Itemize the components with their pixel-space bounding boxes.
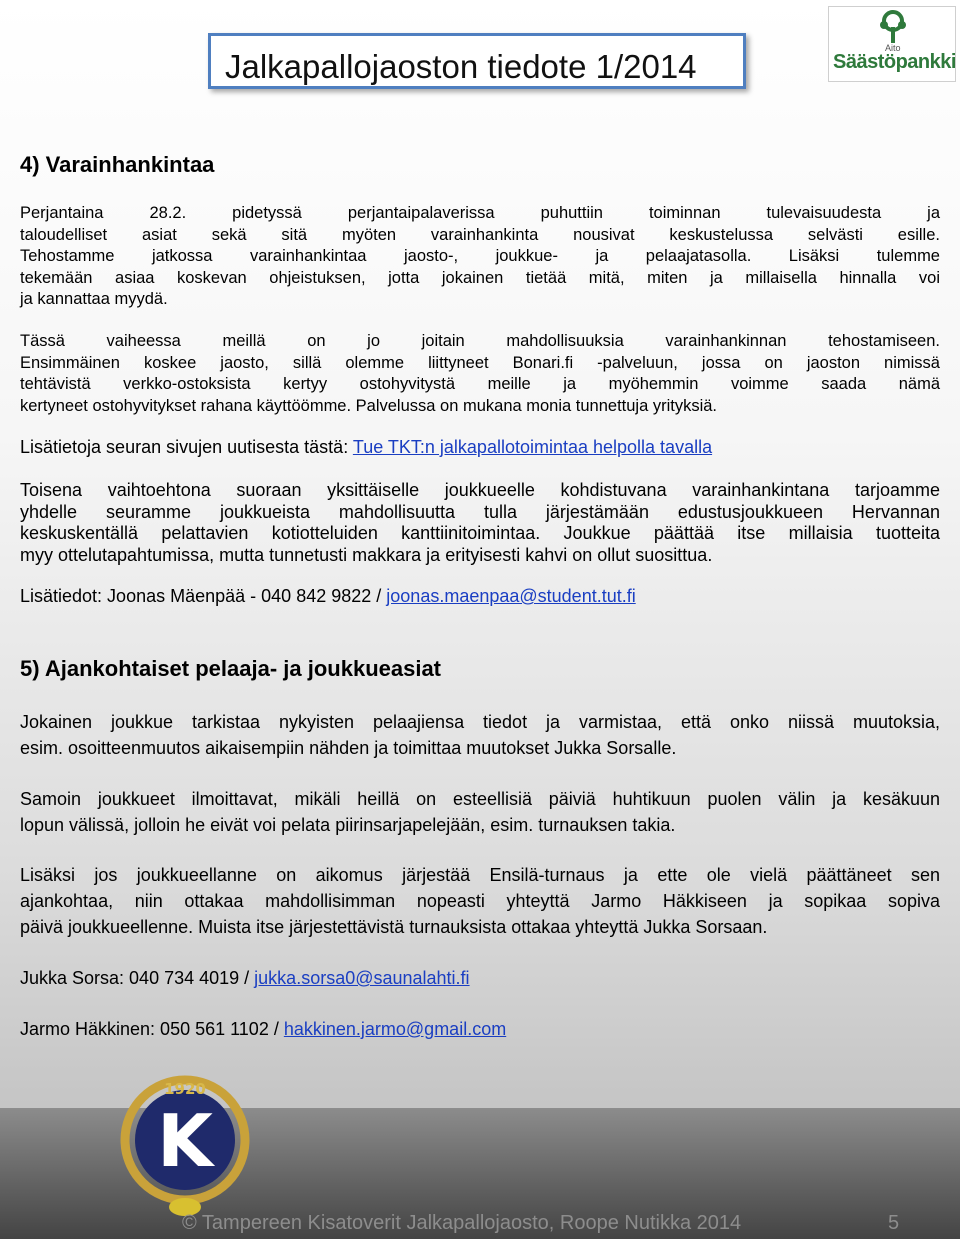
section-5-paragraph-2 [20,786,940,838]
more-info-label: Lisätietoja seuran sivujen uutisesta tästä: [20,437,353,457]
text-line: tehtävistä verkko-ostoksista kertyy ostohyvitystä meille ja myöhemmin voimme saada nämä [20,375,940,393]
sponsor-logo [828,6,956,82]
text-line: Lisäksi jos joukkueellanne on aikomus järjestää Ensilä-turnaus ja ette ole vielä päättäneet sen [20,865,940,885]
section-4-paragraph-1 [20,203,940,311]
section-4-paragraph-2 [20,331,940,417]
contact-jukka [20,965,940,991]
section-5-paragraph-1 [20,709,940,761]
news-article-link[interactable]: Tue TKT:n jalkapallotoimintaa helpolla tavalla [352,437,713,457]
sponsor-logo-small-text: Aito [885,43,901,53]
club-logo-letter: K [157,1099,213,1183]
text-line: myy ottelutapahtumissa, mutta tunnetusti makkara ja erityisesti kahvi on ollut suosittua. [20,544,713,565]
section-5-paragraph-3 [20,862,940,940]
email-link-joonas[interactable]: joonas.maenpaa@student.tut.fi [386,586,636,606]
document-title: Jalkapallojaoston tiedote 1/2014 [225,48,697,85]
text-line: kertyneet ostohyvitykset rahana käyttöömme. Palvelussa on mukana monia tunnettuja yrityksiä. [20,396,718,415]
text-line: lopun välissä, jolloin he eivät voi pelata piirinsarjapelejään, esim. turnauksen takia. [20,815,676,835]
title-box [208,33,746,89]
email-link-jarmo[interactable]: hakkinen.jarmo@gmail.com [283,1019,507,1039]
text-line: Tehostamme jatkossa varainhankintaa jaosto-, joukkue- ja pelaajatasolla. Lisäksi tulemme [20,247,940,265]
section-4-heading: 4) Varainhankintaa [20,152,215,177]
text-line: taloudelliset asiat sekä sitä myöten varainhankinta nousivat keskustelussa selvästi esille. [20,225,940,244]
section-4-contact [20,586,940,608]
club-logo-year: 1920 [164,1080,206,1098]
more-info-line [20,437,940,459]
contact-label: Lisätiedot: Joonas Mäenpää - 040 842 9822 / [20,586,387,606]
contact-label: Jukka Sorsa: 040 734 4019 / [20,968,255,988]
text-line: Samoin joukkueet ilmoittavat, mikäli heillä on esteellisiä päiviä huhtikuun puolen välin ja kesäkuun [20,789,940,809]
text-line: yhdelle seuramme joukkueista mahdollisuutta tulla järjestämään edustusjoukkueen Hervannan [20,501,940,522]
text-line: keskuskentällä pelattavien kotiotteluiden kanttiinitoimintaa. Joukkue päättää itse millaisia tuotteita [20,523,940,543]
text-line: Jokainen joukkue tarkistaa nykyisten pelaajiensa tiedot ja varmistaa, että onko niissä muutoksia, [20,712,940,732]
club-logo [110,1070,260,1220]
section-4-paragraph-3 [20,480,940,566]
text-line: esim. osoitteenmuutos aikaisempiin nähden ja toimittaa muutokset Jukka Sorsalle. [20,738,677,758]
text-line: Perjantaina 28.2. pidetyssä perjantaipalaverissa puhuttiin toiminnan tulevaisuudesta ja [20,204,940,222]
page-number: 5 [888,1212,900,1234]
text-line: Ensimmäinen koskee jaosto, sillä olemme liittyneet Bonari.fi -palveluun, jossa on jaoston nimissä [20,353,940,372]
text-line: Toisena vaihtoehtona suoraan yksittäiselle joukkueelle kohdistuvana varainhankintana tarjoamme [20,480,940,500]
sponsor-logo-name: Säästöpankki [833,51,956,73]
text-line: ajankohtaa, niin ottakaa mahdollisimman nopeasti yhteyttä Jarmo Häkkiseen ja sopikaa sopiva [20,891,940,911]
section-5-heading: 5) Ajankohtaiset pelaaja- ja joukkueasiat [20,656,442,681]
contact-label: Jarmo Häkkinen: 050 561 1102 / [20,1019,284,1039]
tree-icon [873,9,913,45]
text-line: Tässä vaiheessa meillä on jo joitain mahdollisuuksia varainhankinnan tehostamiseen. [20,332,940,350]
contact-jarmo [20,1016,940,1042]
email-link-jukka[interactable]: jukka.sorsa0@saunalahti.fi [254,968,470,988]
text-line: päivä joukkueellenne. Muista itse järjestettävistä turnauksista ottakaa yhteyttä Jukka Sorsaan. [20,917,768,937]
text-line: tekemään asiaa koskevan ohjeistuksen, jotta jokainen tietää mitä, miten ja millaisella hinnalla voi [20,268,940,287]
text-line: ja kannattaa myydä. [20,290,168,308]
footer-copyright: © Tampereen Kisatoverit Jalkapallojaosto, Roope Nutikka 2014 [182,1212,742,1234]
